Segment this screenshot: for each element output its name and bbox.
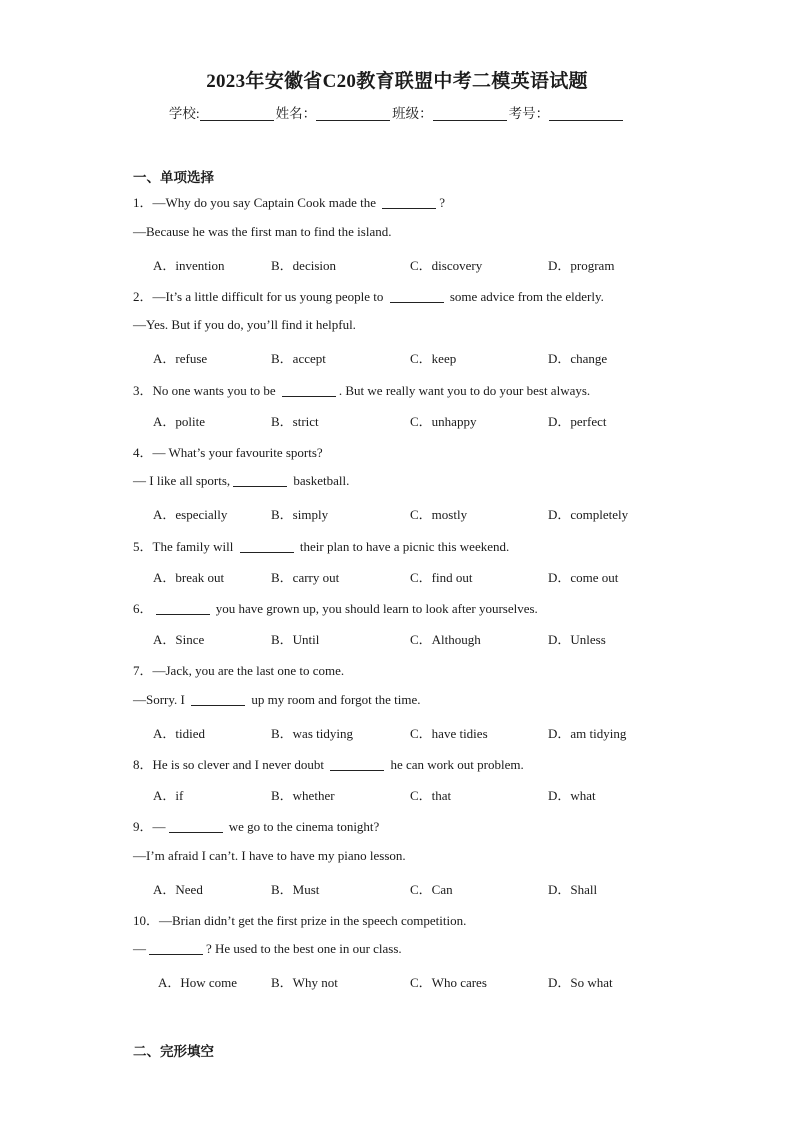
question-text: 7．—Jack, you are the last one to come. — [133, 663, 345, 678]
option-c: C．Who cares — [410, 975, 487, 990]
question-text: 10．—Brian didn’t get the first prize in the speech competition. — [133, 913, 467, 928]
option-c: C．have tidies — [410, 726, 488, 741]
question-text: 1．—Why do you say Captain Cook made the — [133, 195, 380, 210]
question-text: ? He used to the best one in our class. — [206, 941, 402, 956]
option-b: B．strict — [271, 414, 319, 429]
question-text: 8．He is so clever and I never doubt — [133, 757, 328, 772]
option-b: B．simply — [271, 507, 329, 522]
question-10-line-2 — [133, 941, 402, 957]
question-7-line-2 — [133, 692, 420, 708]
answer-blank — [240, 540, 294, 553]
option-a: A．Since — [153, 632, 205, 647]
option-a: A．tidied — [153, 726, 205, 741]
question-7-line-1 — [133, 660, 344, 679]
option-a: A．especially — [153, 507, 228, 522]
answer-blank — [330, 758, 384, 771]
option-c: C．that — [410, 788, 452, 803]
school-blank — [200, 106, 274, 121]
question-text: 9．— — [133, 819, 166, 834]
question-text: ? — [439, 195, 446, 210]
question-text: —I’m afraid I can’t. I have to have my piano lesson. — [133, 848, 406, 863]
option-c: C．mostly — [410, 507, 468, 522]
option-b: B．decision — [271, 258, 336, 273]
option-b: B．Until — [271, 632, 320, 647]
answer-blank — [233, 474, 287, 487]
option-a: A．Need — [153, 882, 203, 897]
option-a: A．invention — [153, 258, 225, 273]
question-text: their plan to have a picnic this weekend. — [296, 539, 510, 554]
name-blank — [316, 106, 390, 121]
question-text: 2．—It’s a little difficult for us young people to — [133, 289, 387, 304]
question-text: — I like all sports, — [133, 473, 231, 488]
number-blank — [549, 106, 623, 121]
question-text: —Because he was the first man to find the island. — [133, 224, 392, 239]
option-d: D．what — [548, 788, 596, 803]
option-b: B．accept — [271, 351, 326, 366]
option-d: D．perfect — [548, 414, 607, 429]
option-d: D．come out — [548, 570, 619, 585]
option-d: D．am tidying — [548, 726, 627, 741]
class-blank — [433, 106, 507, 121]
option-d: D．completely — [548, 507, 629, 522]
option-b: B．whether — [271, 788, 335, 803]
question-1-line-1 — [133, 192, 445, 211]
question-text: basketball. — [290, 473, 350, 488]
option-c: C．keep — [410, 351, 457, 366]
question-text: 4．— What’s your favourite sports? — [133, 445, 323, 460]
student-info-line — [0, 102, 794, 122]
option-b: B．Why not — [271, 975, 338, 990]
question-4-line-2 — [133, 473, 349, 489]
question-8-line-1 — [133, 754, 524, 773]
question-text: he can work out problem. — [387, 757, 524, 772]
question-9-line-2 — [133, 848, 406, 864]
name-label: 姓名： — [275, 106, 317, 121]
option-b: B．was tidying — [271, 726, 353, 741]
question-6-line-1 — [133, 598, 538, 617]
answer-blank — [382, 196, 436, 209]
question-text: we go to the cinema tonight? — [225, 819, 380, 834]
option-c: C．unhappy — [410, 414, 477, 429]
option-d: D．program — [548, 258, 615, 273]
question-4-line-1 — [133, 442, 323, 461]
answer-blank — [156, 602, 210, 615]
answer-blank — [390, 290, 444, 303]
school-label: 学校: — [168, 106, 200, 121]
answer-blank — [282, 384, 336, 397]
section-heading-single-choice: 一、单项选择 — [133, 170, 214, 185]
class-label: 班级： — [392, 106, 433, 121]
option-c: C．Although — [410, 632, 481, 647]
question-text: —Yes. But if you do, you’ll find it helpful. — [133, 317, 356, 332]
question-text: some advice from the elderly. — [446, 289, 604, 304]
option-c: C．discovery — [410, 258, 483, 273]
question-2-line-1 — [133, 286, 604, 305]
option-d: D．Shall — [548, 882, 598, 897]
question-text: —Sorry. I — [133, 692, 189, 707]
question-text: 3．No one wants you to be — [133, 383, 279, 398]
question-text: 6． — [133, 601, 153, 616]
option-b: B．carry out — [271, 570, 340, 585]
question-text: . But we really want you to do your best always. — [338, 383, 591, 398]
question-text: you have grown up, you should learn to look after yourselves. — [212, 601, 538, 616]
question-text: — — [133, 941, 146, 956]
question-2-line-2 — [133, 317, 356, 333]
option-c: C．find out — [410, 570, 473, 585]
option-a: A．refuse — [153, 351, 208, 366]
question-5-line-1 — [133, 536, 509, 555]
question-text: up my room and forgot the time. — [248, 692, 421, 707]
option-d: D．change — [548, 351, 608, 366]
number-label: 考号： — [508, 106, 550, 121]
option-d: D．So what — [548, 975, 613, 990]
question-9-line-1 — [133, 816, 379, 835]
page-title: 2023年安徽省C20教育联盟中考二模英语试题 — [206, 71, 588, 92]
option-a: A．How come — [158, 975, 238, 990]
question-1-line-2 — [133, 224, 392, 240]
option-d: D．Unless — [548, 632, 606, 647]
section-heading-cloze: 二、完形填空 — [133, 1044, 214, 1059]
question-text: 5．The family will — [133, 539, 237, 554]
answer-blank — [169, 820, 223, 833]
question-10-line-1 — [133, 910, 466, 929]
answer-blank — [191, 693, 245, 706]
option-b: B．Must — [271, 882, 320, 897]
option-c: C．Can — [410, 882, 453, 897]
option-a: A．polite — [153, 414, 205, 429]
question-3-line-1 — [133, 380, 590, 399]
option-a: A．if — [153, 788, 184, 803]
option-a: A．break out — [153, 570, 225, 585]
answer-blank — [149, 942, 203, 955]
